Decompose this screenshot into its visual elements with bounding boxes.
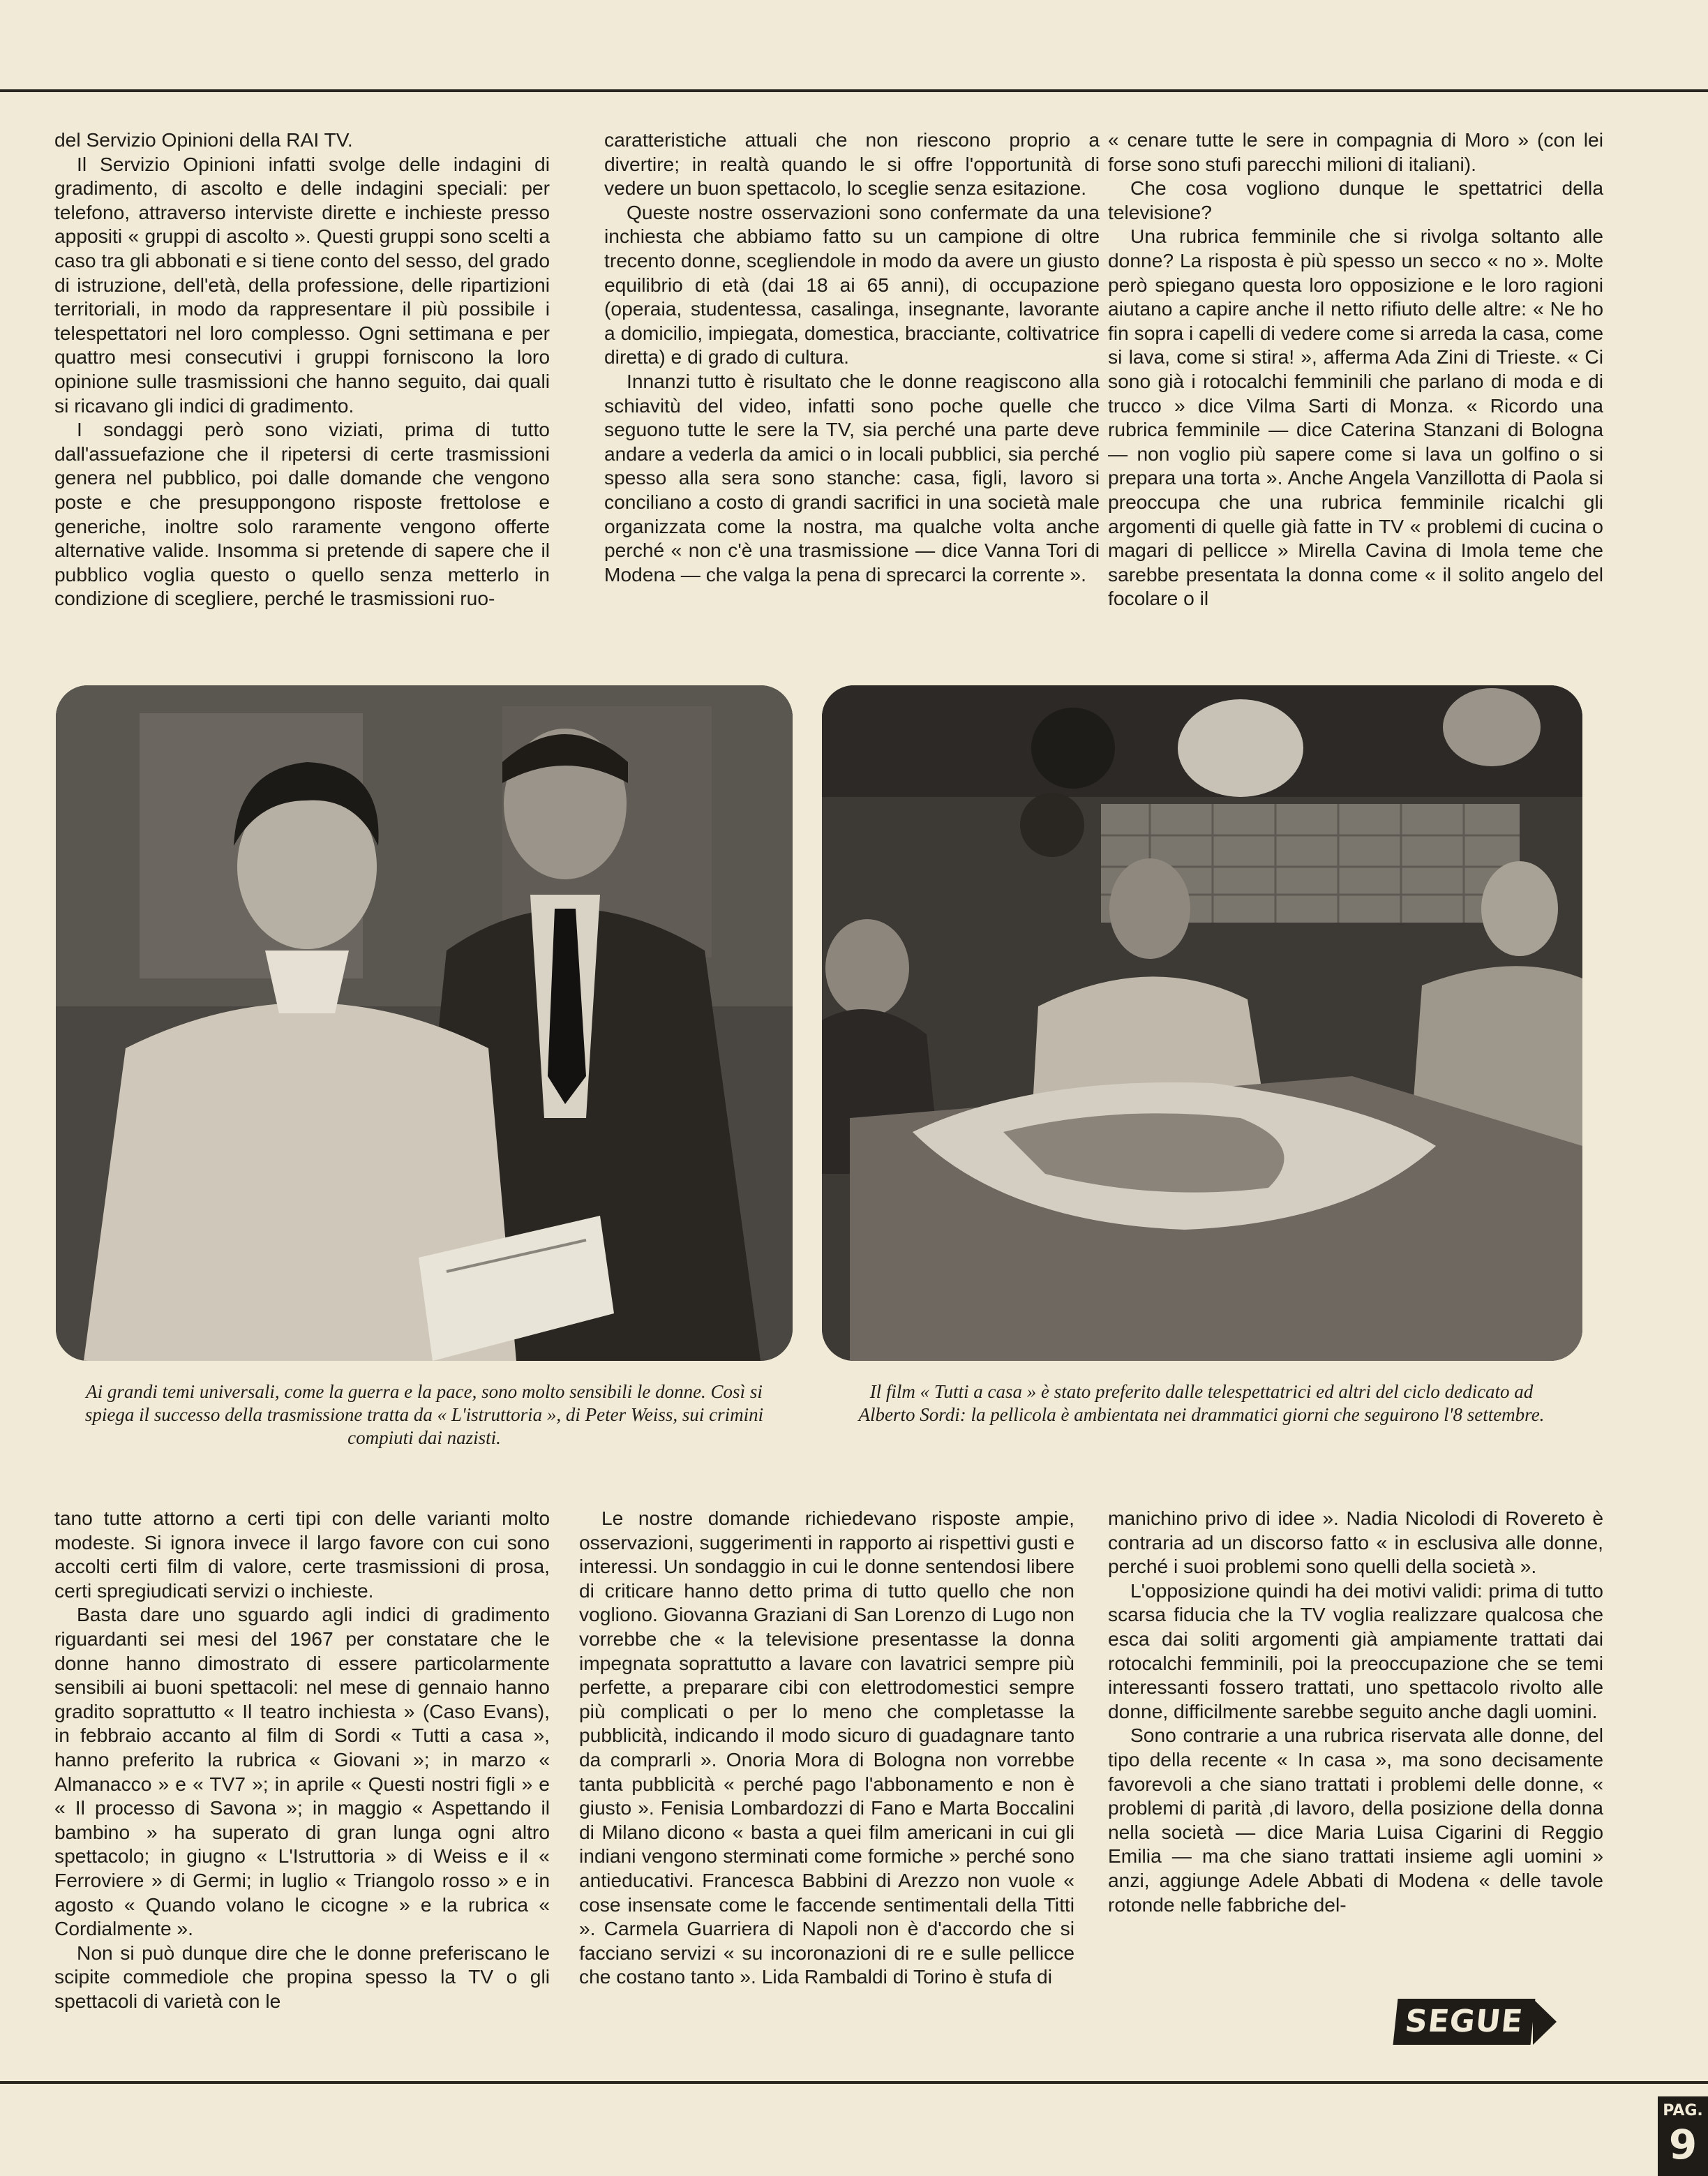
bottom-column-3 [1108, 1506, 1603, 1916]
paragraph: Innanzi tutto è risultato che le donne reagiscono alla schiavitù del video, infatti sono poche quelle che seguono tutte le sere la TV, sia perché una parte deve andare a vederla da amici o in locali pubblici, sia perché spesso alla sera sono stanche: casa, figli, lavoro si conciliano a costo di grandi sacrifici in una società male organizzata come la nostra, ma qualche volta anche perché « non c'è una trasmissione — dice Vanna Tori di Modena — che valga la pena di sprecarci la corrente ». [604, 369, 1100, 586]
segue-label: SEGUE [1393, 1999, 1536, 2045]
page-number: 9 [1668, 2121, 1698, 2168]
paragraph: Una rubrica femminile che si rivolga soltanto alle donne? La risposta è più spesso un secco « no ». Molte però spiegano questa loro opposizione e le loro ragioni aiutano a capire anche il netto rifiuto delle altre: « Ne ho fin sopra i capelli di vedere come si arreda la casa, come si lava, come si stira! », afferma Ada Zini di Trieste. « Ci sono già i rotocalchi femminili che parlano di moda e di trucco » dice Vilma Sarti di Monza. « Ricordo una rubrica femminile — dice Caterina Stanzani di Bologna — non voglio più sapere come si lava un golfino o si prepara una torta ». Anche Angela Vanzillotta di Paola si preoccupa che una rubrica femminile ricalchi gli argomenti di quelle già fatte in TV « problemi di cucina o magari di pellicce » Mirella Cavina di Imola teme che sarebbe presentata la donna come « il solito angelo del focolare o il [1108, 225, 1603, 610]
paragraph: Non si può dunque dire che le donne preferiscano le scipite commediole che propina spesso la TV o gli spettacoli di varietà con le [54, 1941, 550, 2012]
photo-caption-2: Il film « Tutti a casa » è stato preferito dalle telespettatrici ed altri del ciclo dedicato ad Alberto Sordi: la pellicola è ambientata nei drammatici giorni che seguirono l'8 settembre. [858, 1381, 1545, 1425]
paragraph: Basta dare uno sguardo agli indici di gradimento riguardanti sei mesi del 1967 per constatare che le donne hanno dimostrato di essere particolarmente sensibili ai buoni spettacoli: nel mese di gennaio hanno gradito soprattutto « Il teatro inchiesta » (Caso Evans), in febbraio accanto al film di Sordi « Tutti a casa », hanno preferito la rubrica « Giovani »; in marzo « Almanacco » e « TV7 »; in aprile « Questi nostri figli » e « Il processo di Savona »; in maggio « Aspettando il bambino » ha superato di gran lunga ogni altro spettacolo; in giugno « L'Istruttoria » di Weiss e il « Ferroviere » di Germi; in luglio « Triangolo rosso » e in agosto « Quando volano le cicogne » e la rubrica « Cordialmente ». [54, 1603, 550, 1940]
photo-istruttoria [56, 685, 793, 1361]
paragraph: Le nostre domande richiedevano risposte ampie, osservazioni, suggerimenti in rapporto ai rispettivi gusti e interessi. Un sondaggio in cui le donne sentendosi libere di criticare hanno detto prima di tutto quello che non vogliono. Giovanna Graziani di San Lorenzo di Lugo non vorrebbe che « la televisione presentasse la donna impegnata soprattutto a lavare con lavatrici sempre più perfette, a preparare cibi con elettrodomestici sempre più complicati o per lo meno che completasse la pubblicità, indicando il modo sicuro di guadagnare tanto da comprarli ». Onoria Mora di Bologna non vorrebbe tanta pubblicità « perché pago l'abbonamento e non è giusto ». Fenisia Lombardozzi di Fano e Marta Boccalini di Milano dicono « basta a quei film americani in cui gli indiani vengono sterminati come formiche » perché sono antieducativi. Francesca Babbini di Arezzo non vuole « cose insensate come le faccende sentimentali della Titti ». Carmela Guarriera di Napoli non è d'accordo che si facciano servizi « su incoronazioni di re e sulle pellicce che costano tanto ». Lida Rambaldi di Torino è stufa di [579, 1507, 1074, 1988]
paragraph: I sondaggi però sono viziati, prima di tutto dall'assuefazione che il ripetersi di certe trasmissioni genera nel pubblico, poi dalle domande che vengono poste e che presuppongono risposte frettolose e generiche, inoltre solo raramente vengono offerte alternative valide. Insomma si pretende di sapere che il pubblico voglia questo o quello senza metterlo in condizione di scegliere, perché le trasmissioni ruo- [54, 418, 550, 610]
bottom-column-2 [579, 1506, 1074, 1989]
paragraph: Che cosa vogliono dunque le spettatrici della televisione? [1108, 177, 1603, 223]
paragraph: L'opposizione quindi ha dei motivi validi: prima di tutto scarsa fiducia che la TV voglia realizzare qualcosa che esca dai soliti argomenti già ampiamente trattati dai rotocalchi femminili, poi la preoccupazione che se temi interessanti fossero trattati, uno spettacolo rivolto alle donne, difficilmente sarebbe seguito anche dagli uomini. [1108, 1579, 1603, 1722]
paragraph: tano tutte attorno a certi tipi con delle varianti molto modeste. Si ignora invece il largo favore con cui sono accolti certi film di valore, certe trasmissioni di prosa, certi spregiudicati servizi o inchieste. [54, 1507, 550, 1602]
paragraph: caratteristiche attuali che non riescono proprio a divertire; in realtà quando le si offre l'opportunità di vedere un buon spettacolo, lo sceglie senza esitazione. [604, 128, 1100, 200]
paragraph: Il Servizio Opinioni infatti svolge delle indagini di gradimento, di ascolto e delle indagini speciali: per telefono, attraverso interviste dirette e inchieste presso appositi « gruppi di ascolto ». Questi gruppi sono scelti a caso tra gli abbonati e si tiene conto del sesso, del grado di istruzione, dell'età, della professione, delle ripartizioni territoriali, in modo da rappresentare il più possibile i telespettatori nel loro complesso. Ogni settimana e per quattro mesi consecutivi i gruppi forniscono la loro opinione sulle trasmissioni che hanno seguito, dai quali si ricavano gli indici di gradimento. [54, 152, 550, 417]
arrow-right-icon [1533, 1999, 1557, 2045]
photo-caption-1: Ai grandi temi universali, come la guerra e la pace, sono molto sensibili le donne. Così si spiega il successo della trasmissione tratta da « L'istruttoria », di Peter Weiss, sui crimini compiuti dai nazisti. [84, 1381, 764, 1448]
photo-tutti-a-casa [822, 685, 1582, 1361]
bottom-column-1 [54, 1506, 550, 2013]
paragraph: Queste nostre osservazioni sono confermate da una inchiesta che abbiamo fatto su un campione di oltre trecento donne, scegliendole in modo da avere un giusto equilibrio di età (dai 18 ai 65 anni), di occupazione (operaia, studentessa, casalinga, insegnante, lavorante a domicilio, impiegata, domestica, bracciante, coltivatrice diretta) e di grado di cultura. [604, 200, 1100, 368]
continue-marker[interactable] [1395, 1999, 1557, 2045]
top-rule [0, 89, 1708, 92]
page-label: PAG. [1663, 2102, 1703, 2119]
paragraph: del Servizio Opinioni della RAI TV. [54, 128, 353, 151]
paragraph: manichino privo di idee ». Nadia Nicolodi di Rovereto è contraria ad un discorso fatto « in esclusiva alle donne, perché i suoi problemi sono quelli della società ». [1108, 1507, 1603, 1578]
bottom-rule [0, 2081, 1708, 2084]
paragraph: « cenare tutte le sere in compagnia di Moro » (con lei forse sono stufi parecchi milioni di italiani). [1108, 128, 1603, 175]
page-number-box [1658, 2096, 1708, 2176]
paragraph: Sono contrarie a una rubrica riservata alle donne, del tipo della recente « In casa », ma sono decisamente favorevoli a che siano trattati i problemi delle donne, « problemi di parità ,di lavoro, della posizione della donna nella società — dice Maria Luisa Cigarini di Reggio Emilia — ma che siano trattati insieme agli uomini » anzi, aggiunge Adele Abbati di Modena « delle tavole rotonde nelle fabbriche del- [1108, 1724, 1603, 1916]
top-column-1 [54, 128, 550, 611]
top-column-2 [604, 128, 1100, 586]
top-column-3 [1108, 128, 1603, 611]
